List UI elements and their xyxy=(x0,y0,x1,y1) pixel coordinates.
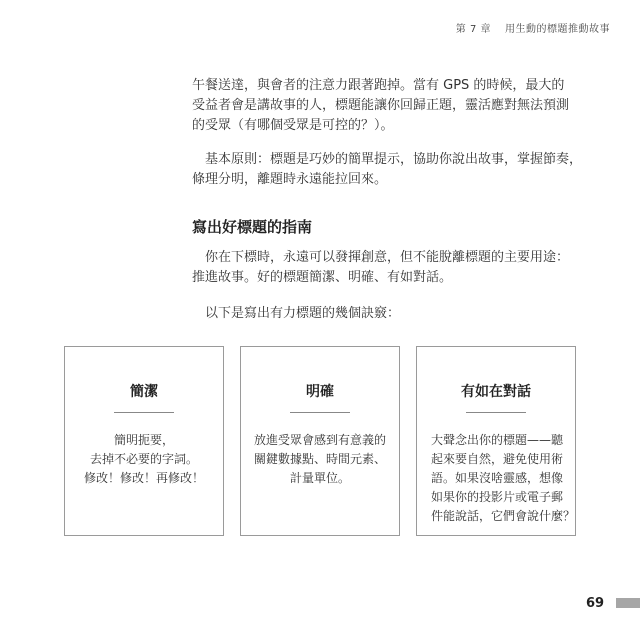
card-title: 簡潔 xyxy=(130,384,158,400)
card-divider xyxy=(290,412,350,413)
section-paragraph-1 xyxy=(192,248,570,288)
section-heading: 寫出好標題的指南 xyxy=(192,218,313,236)
text-line: 推進故事。好的標題簡潔、明確、有如對話。 xyxy=(192,270,453,285)
tip-card-conversational xyxy=(416,346,576,536)
text-line: 午餐送達，與會者的注意力跟著跑掉。當有 GPS 的時候，最大的 xyxy=(192,78,565,93)
text-line: 計量單位。 xyxy=(289,471,350,485)
card-divider xyxy=(114,412,174,413)
text-line: 件能說話，它們會說什麼？ xyxy=(431,509,576,523)
card-body xyxy=(253,431,387,488)
text-line: 大聲念出你的標題——聽 xyxy=(431,433,564,447)
paragraph-1 xyxy=(192,76,570,136)
text-line: 的受眾（有哪個受眾是可控的？）。 xyxy=(192,118,394,133)
card-body xyxy=(431,431,576,526)
text-line: 去掉不必要的字詞。 xyxy=(89,452,198,466)
chapter-number: 第 7 章 xyxy=(455,24,491,35)
text-line: 簡明扼要， xyxy=(113,433,174,447)
text-line: 關鍵數據點、時間元素、 xyxy=(253,452,386,466)
text-line: 起來要自然，避免使用術 xyxy=(431,452,564,466)
text-line: 條理分明，離題時永遠能拉回來。 xyxy=(192,172,388,187)
section-paragraph-2 xyxy=(192,304,552,324)
tip-card-clear xyxy=(240,346,400,536)
text-line: 你在下標時，永遠可以發揮創意，但不能脫離標題的主要用途： xyxy=(205,250,570,265)
text-line: 以下是寫出有力標題的幾個訣竅： xyxy=(205,306,401,321)
paragraph-2 xyxy=(192,150,583,190)
card-title: 明確 xyxy=(306,384,334,400)
text-line: 如果你的投影片或電子郵 xyxy=(431,490,564,504)
card-divider xyxy=(466,412,526,413)
running-header xyxy=(456,20,610,35)
text-line: 放進受眾會感到有意義的 xyxy=(253,433,386,447)
text-line: 受益者會是講故事的人，標題能讓你回歸正題，靈活應對無法預測 xyxy=(192,98,570,113)
page-number: 69 xyxy=(586,596,605,611)
text-line: 修改！修改！再修改！ xyxy=(83,471,204,485)
text-line: 基本原則：標題是巧妙的簡單提示，協助你說出故事，掌握節奏， xyxy=(205,152,583,167)
card-title: 有如在對話 xyxy=(461,384,531,400)
chapter-title: 用生動的標題推動故事 xyxy=(505,24,610,35)
tip-card-concise xyxy=(64,346,224,536)
page-edge-tab xyxy=(616,598,640,608)
text-line: 語。如果沒啥靈感，想像 xyxy=(431,471,564,485)
card-body xyxy=(77,431,211,488)
